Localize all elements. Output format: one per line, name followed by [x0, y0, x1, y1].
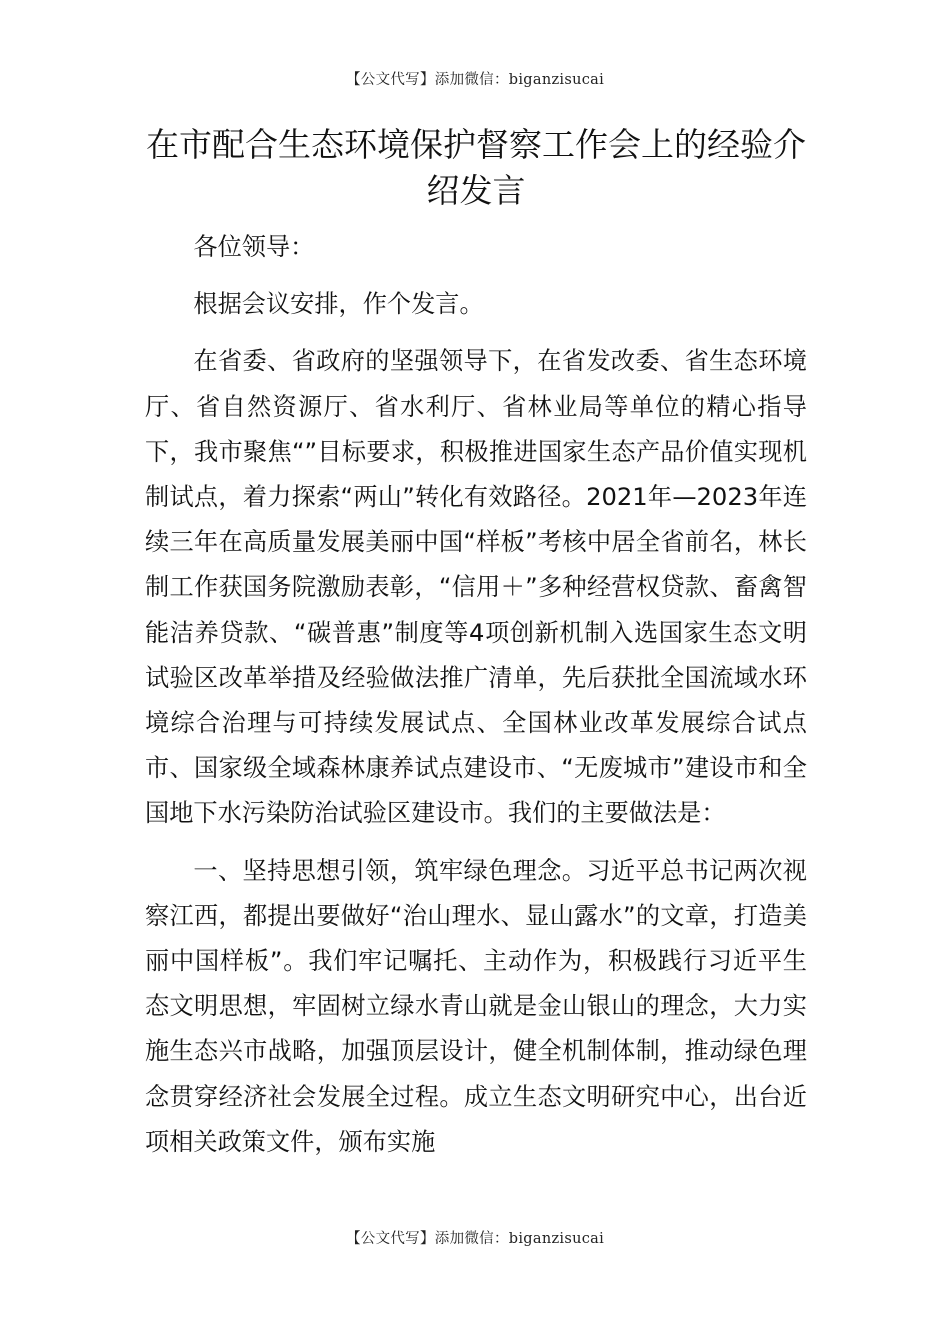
intro-paragraph: 根据会议安排，作个发言。	[193, 290, 484, 319]
document-title: 在市配合生态环境保护督察工作会上的经验介绍发言	[146, 125, 806, 210]
page-header: 【公文代写】添加微信：biganzisucai	[345, 72, 605, 88]
body-paragraph-1: 在省委、省政府的坚强领导下，在省发改委、省生态环境厅、省自然资源厅、省水利厅、省林业局等单位的精心指导下，我市聚焦“”目标要求，积极推进国家生态产品价值实现机制试点，着力探索“两山”转化有效路径。2021年—2023年连续三年在高质量发展美丽中国“样板”考核中居全省前名，林长制工作获国务院激励表彰，“信用＋”多种经营权贷款、畜禽智能洁养贷款、“碳普惠”制度等4项创新机制入选国家生态文明试验区改革举措及经验做法推广清单，先后获批全国流域水环境综合治理与可持续发展试点、全国林业改革发展综合试点市、国家级全域森林康养试点建设市、“无废城市”建设市和全国地下水污染防治试验区建设市。我们的主要做法是：	[145, 347, 807, 828]
page-footer: 【公文代写】添加微信：biganzisucai	[345, 1231, 605, 1247]
body-paragraph-2: 一、坚持思想引领，筑牢绿色理念。习近平总书记两次视察江西，都提出要做好“治山理水、显山露水”的文章，打造美丽中国样板”。我们牢记嘱托、主动作为，积极践行习近平生态文明思想，牢固树立绿水青山就是金山银山的理念，大力实施生态兴市战略，加强顶层设计，健全机制体制，推动绿色理念贯穿经济社会发展全过程。成立生态文明研究中心，出台近项相关政策文件，颁布实施	[145, 856, 807, 1156]
salutation: 各位领导：	[193, 233, 315, 261]
document-body	[145, 225, 807, 1165]
